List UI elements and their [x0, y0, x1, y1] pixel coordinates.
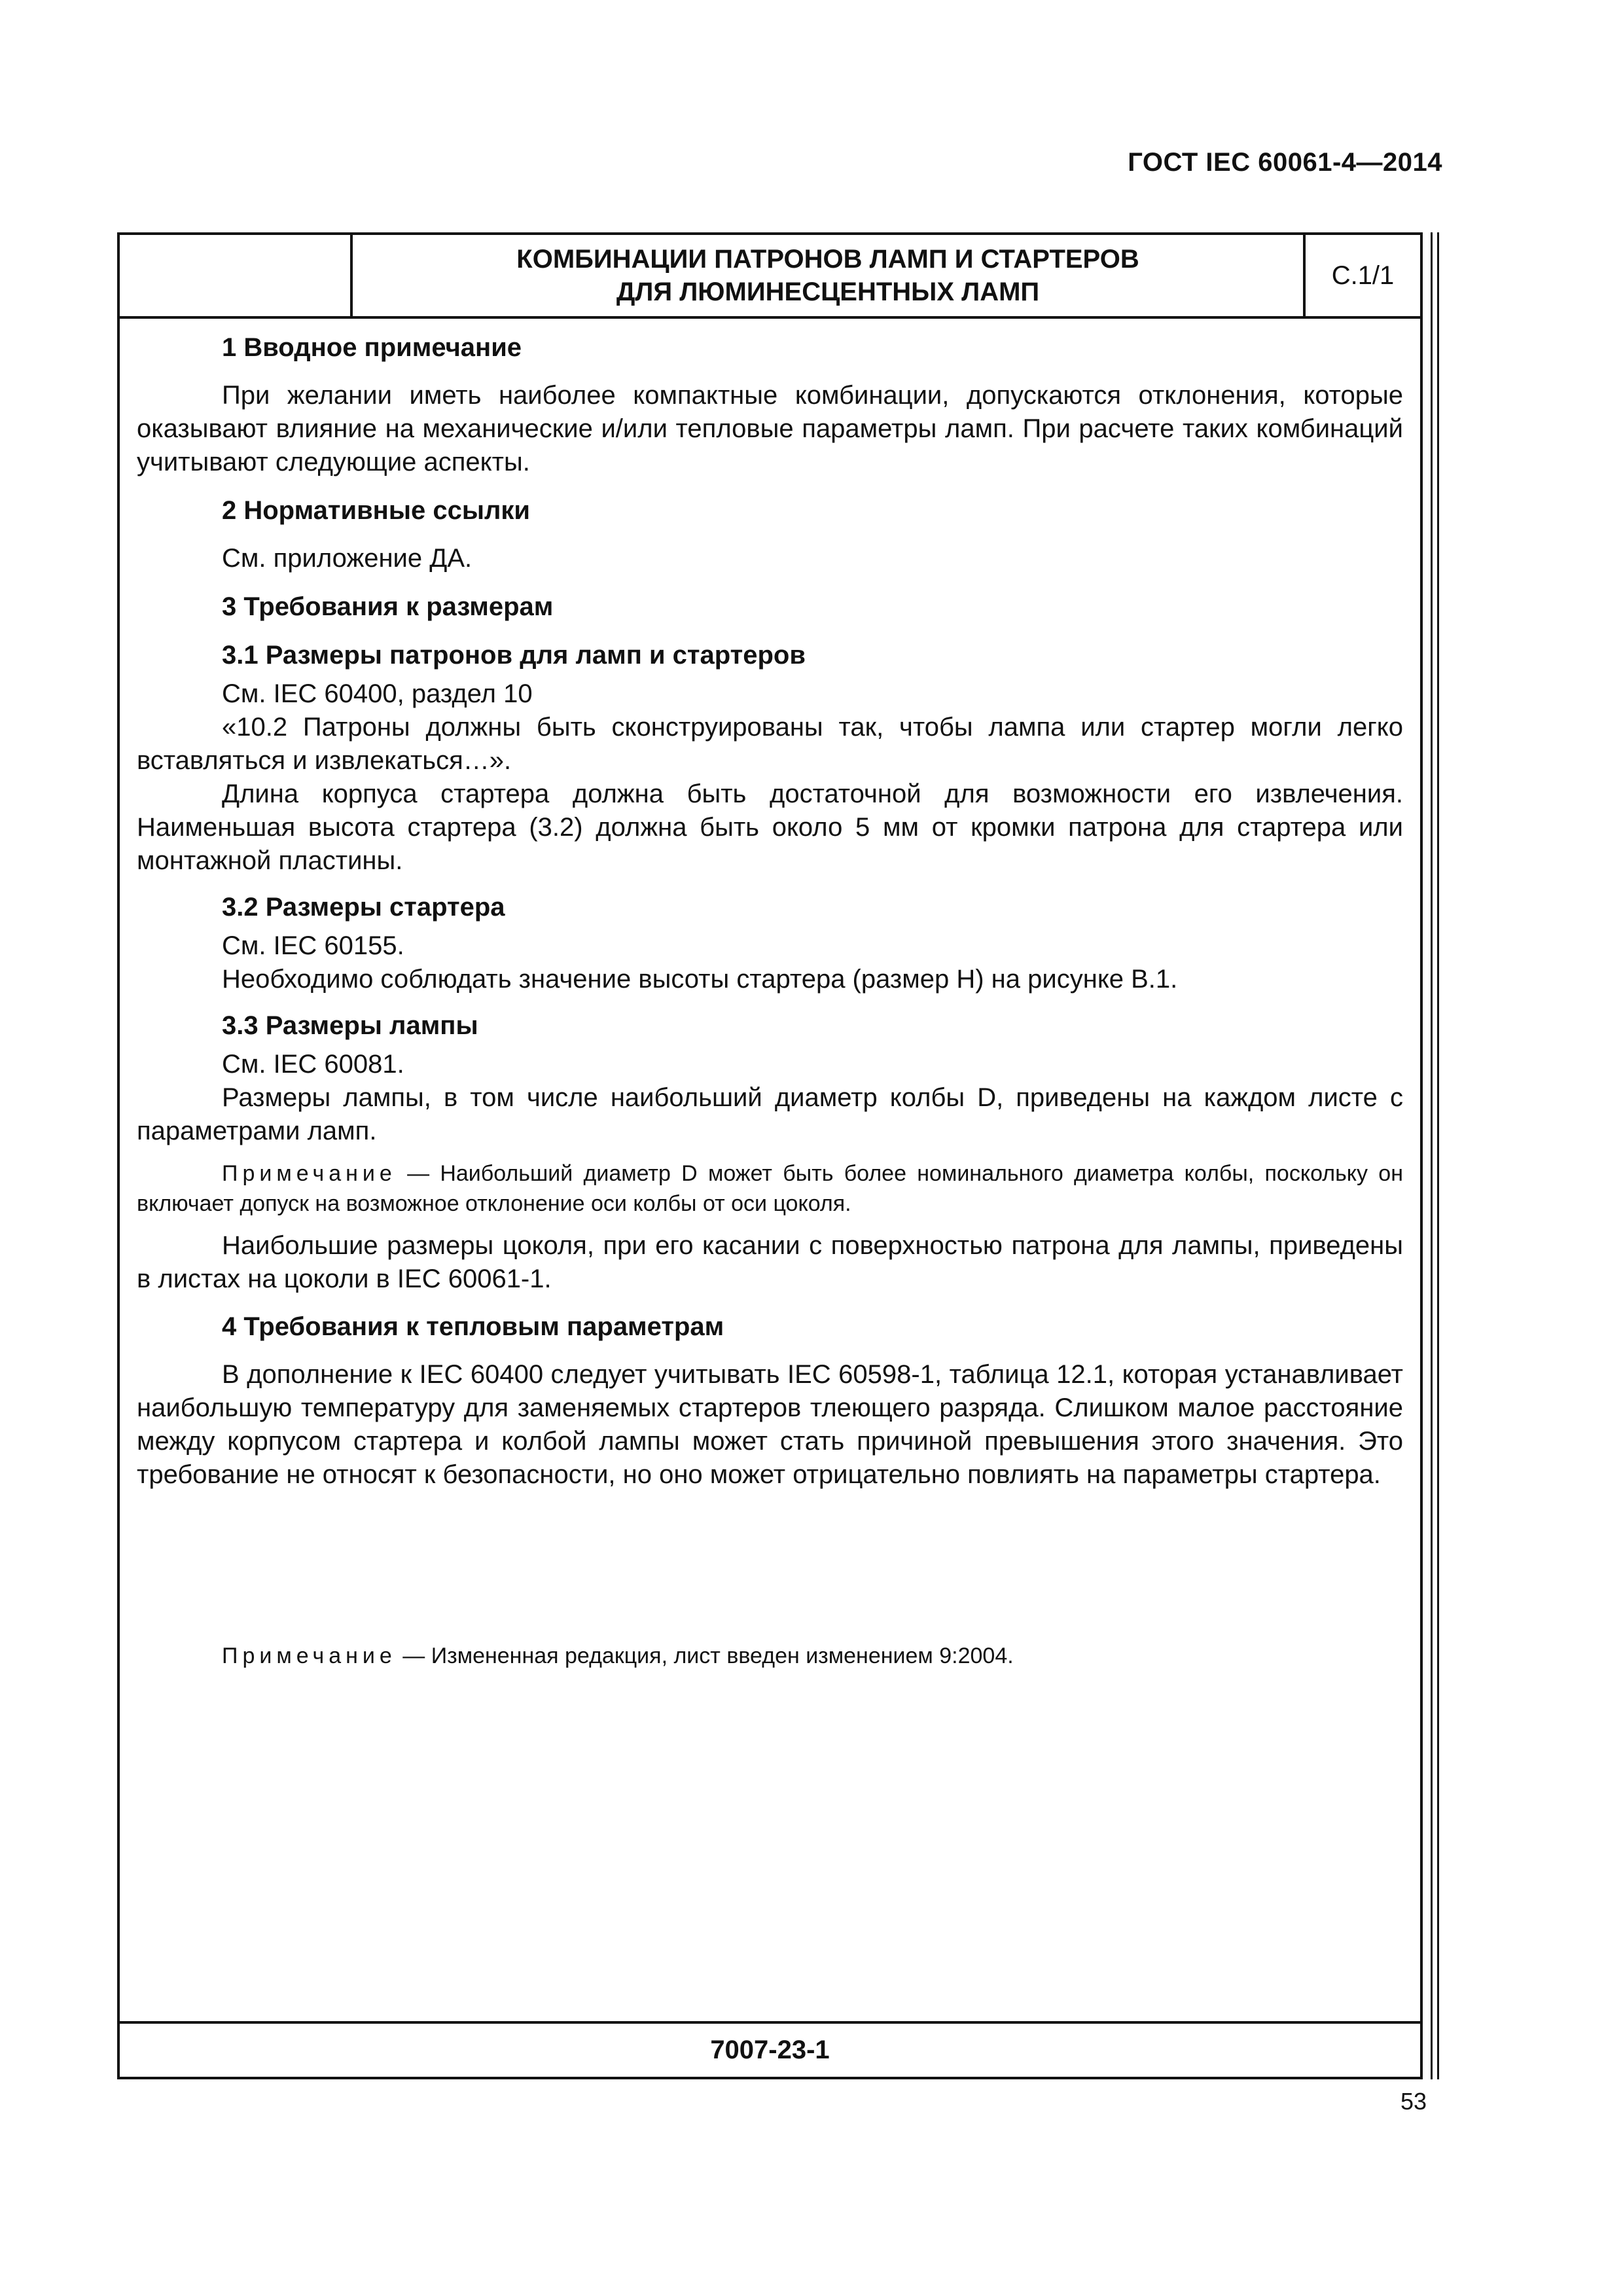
sheet-title-line1: КОМБИНАЦИИ ПАТРОНОВ ЛАМП И СТАРТЕРОВ: [516, 245, 1139, 274]
sheet-frame: [117, 232, 1423, 2079]
final-note: [137, 1641, 1403, 1671]
section-3-3-heading: 3.3 Размеры лампы: [222, 1011, 478, 1040]
frame-double-line-inner: [1437, 232, 1439, 2079]
final-note-label: Примечание: [222, 1643, 397, 1668]
sheet-content: [120, 319, 1420, 1671]
sheet-header: [120, 235, 1420, 319]
sheet-title: [353, 235, 1306, 316]
section-1-text: При желании иметь наиболее компактные комбинации, допускаются отклонения, которые оказывают влияние на механические и/или тепловые параметры ламп. При расчете таких комбинаций учитывают следующие аспекты.: [137, 381, 1403, 476]
section-1-heading: 1 Вводное примечание: [222, 333, 522, 362]
section-4-heading: 4 Требования к тепловым параметрам: [222, 1312, 724, 1341]
section-3-1-text: Длина корпуса стартера должна быть достаточной для возможности его извлечения. Наименьшая высота стартера (3.2) должна быть около 5 мм от кромки патрона для стартера или монтажной пластины.: [137, 780, 1403, 875]
sheet-footer-code: 7007-23-1: [120, 2021, 1420, 2077]
section-3-2-text: Необходимо соблюдать значение высоты стартера (размер H) на рисунке B.1.: [222, 965, 1178, 994]
note-label: Примечание: [222, 1161, 397, 1186]
section-3-2-heading: 3.2 Размеры стартера: [222, 893, 505, 922]
page-number: 53: [1400, 2088, 1427, 2115]
section-3-1-quote: «10.2 Патроны должны быть сконструированы так, чтобы лампа или стартер могли легко вставляться и извлекаться…».: [137, 713, 1403, 775]
sheet-code: С.1/1: [1331, 260, 1395, 290]
section-3-3-text: Размеры лампы, в том числе наибольший диаметр колбы D, приведены на каждом листе с параметрами ламп.: [137, 1083, 1403, 1145]
section-3-3-text2: Наибольшие размеры цоколя, при его касании с поверхностью патрона для лампы, приведены в листах на цоколи в IEC 60061-1.: [137, 1231, 1403, 1293]
header-blank-cell: [120, 235, 353, 316]
note-text: — Наибольший диаметр D может быть более номинального диаметра колбы, поскольку он включает допуск на возможное отклонение оси колбы от оси цоколя.: [137, 1161, 1403, 1216]
sheet-title-line2: ДЛЯ ЛЮМИНЕСЦЕНТНЫХ ЛАМП: [616, 278, 1040, 306]
section-2-text: См. приложение ДА.: [222, 544, 473, 573]
section-3-1-ref: См. IEC 60400, раздел 10: [222, 679, 533, 708]
frame-double-line-outer: [1431, 232, 1433, 2079]
section-3-heading: 3 Требования к размерам: [222, 592, 554, 621]
final-note-text: — Измененная редакция, лист введен изменением 9:2004.: [396, 1643, 1014, 1668]
section-3-3-ref: См. IEC 60081.: [222, 1050, 404, 1079]
section-2-heading: 2 Нормативные ссылки: [222, 496, 531, 525]
section-4-text: В дополнение к IEC 60400 следует учитывать IEC 60598-1, таблица 12.1, которая устанавливает наибольшую температуру для заменяемых стартеров тлеющего разряда. Слишком малое расстояние между корпусом стартера и колбой лампы может стать причиной превышения этого значения. Это требование не относят к безопасности, но оно может отрицательно повлиять на параметры стартера.: [137, 1360, 1403, 1489]
section-3-2-ref: См. IEC 60155.: [222, 931, 404, 960]
section-3-1-heading: 3.1 Размеры патронов для ламп и стартеров: [222, 641, 806, 670]
document-code: ГОСТ IEC 60061-4—2014: [1128, 148, 1442, 177]
section-3-3-note: [137, 1158, 1403, 1219]
